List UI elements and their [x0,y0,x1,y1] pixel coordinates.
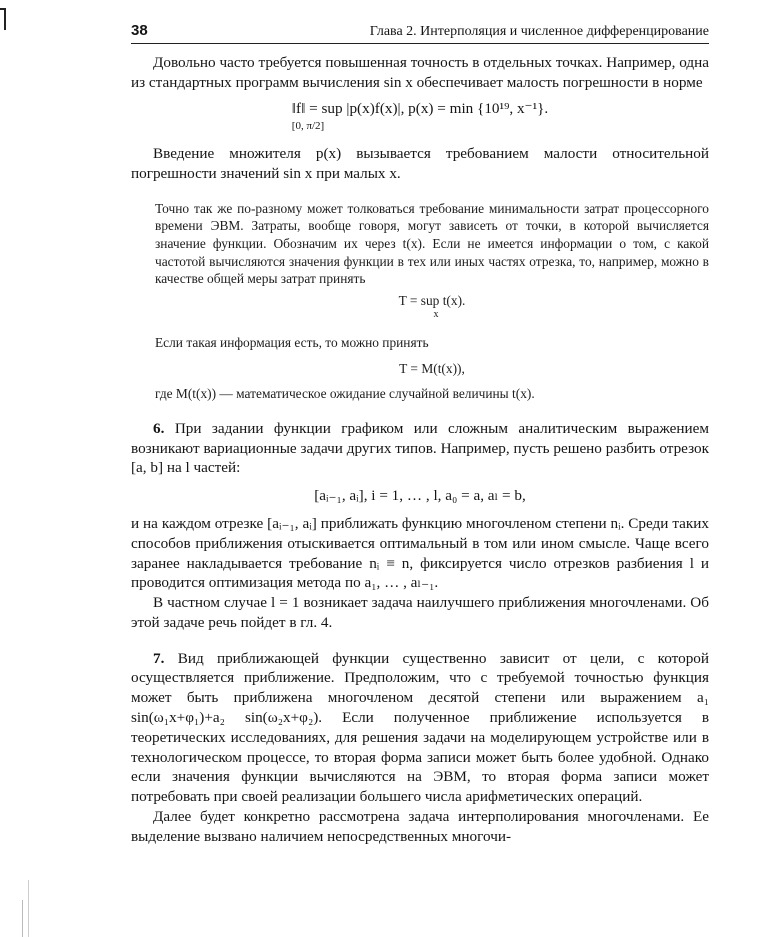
norm-formula-text: ‖f‖ = sup |p(x)f(x)|, p(x) = min {10¹⁹, x⁻¹}. [291,99,549,117]
note-formula-expectation: T = M(t(x)), [399,360,465,376]
norm-formula [131,99,709,141]
note-paragraph-3: где M(t(x)) — математическое ожидание случайной величины t(x). [155,386,535,402]
note-formula-sup-subscript: x [433,309,439,321]
norm-formula-subscript: [0, π/2] [291,120,325,133]
running-head [131,22,709,44]
scan-edge-mark [4,8,6,30]
section-6 [131,419,709,633]
section-6-paragraph-1 [131,419,709,478]
note-paragraph-1: Точно так же по-разному может толковаться требование минимальности затрат процессорного времени ЭВМ. Затраты, вообще говоря, могут зависеть от точки, в которой вычисляется значение функции. Обозначим их через t(x). Если не имеется информации о том, с какой частотой вычисляются значения функции в тех или иных частях отрезка, то, например, можно в качестве общей меры затрат принять [155,200,709,287]
scan-edge-mark [0,8,6,10]
page-number: 38 [131,22,148,39]
intro-section [131,53,709,184]
intro-paragraph-2: Введение множителя p(x) вызывается требованием малости относительной погрешности значений sin x при малых x. [131,145,709,182]
book-page [131,22,709,847]
small-print-note [155,200,709,403]
note-paragraph-2: Если такая информация есть, то можно принять [155,334,429,350]
scan-edge-mark [28,880,29,937]
section-7-text-1: Вид приближающей функции существенно зависит от цели, с которой осуществляется приближение. Предположим, что с требуемой точностью функция может быть приближена многочленом десятой степени или выражением a₁ sin(ω₁x+φ₁)+a₂ sin(ω₂x+φ₂). Если полученное приближение используется в теоретических исследованиях, для решения задачи на моделирующем устройстве или в технологическом процессе, то вторая форма записи может быть более удобной. Однако если значения функции вычисляются на ЭВМ, то вторая форма записи может потребовать при своей реализации большего числа арифметических операций. [131,649,710,806]
note-formula-sup-text: T = sup t(x). [398,292,466,308]
section-6-number: 6. [153,419,165,437]
section-7-paragraph-2: Далее будет конкретно рассмотрена задача интерполирования многочленами. Ее выделение вызвано наличием непосредственных многочи- [131,808,709,845]
section-7-paragraph-1 [131,649,709,807]
section-7 [131,649,709,847]
running-title: Глава 2. Интерполяция и численное дифференцирование [369,24,709,39]
note-formula-sup [155,292,709,329]
section-6-paragraph-2: и на каждом отрезке [aᵢ₋₁, aᵢ] приближать функцию многочленом степени nᵢ. Среди таких способов приближения отыскивается оптимальный в том или ином смысле. Чаще всего заранее накладывается требование nᵢ ≡ n, фиксируется число отрезков разбиения l и проводится оптимизация метода по a₁, … , aₗ₋₁. [131,514,709,592]
section-6-paragraph-3: В частном случае l = 1 возникает задача наилучшего приближения многочленами. Об этой задаче речь пойдет в гл. 4. [131,594,709,631]
partition-formula: [aᵢ₋₁, aᵢ], i = 1, … , l, a₀ = a, aₗ = b, [314,487,526,505]
intro-paragraph-1: Довольно часто требуется повышенная точность в отдельных точках. Например, одна из стандартных программ вычисления sin x обеспечивает малость погрешности в норме [131,54,709,91]
scan-edge-mark [22,900,23,937]
section-6-text-1: При задании функции графиком или сложным аналитическим выражением возникают вариационные задачи других типов. Например, пусть решено разбить отрезок [a, b] на l частей: [131,419,709,477]
section-7-number: 7. [153,649,165,667]
